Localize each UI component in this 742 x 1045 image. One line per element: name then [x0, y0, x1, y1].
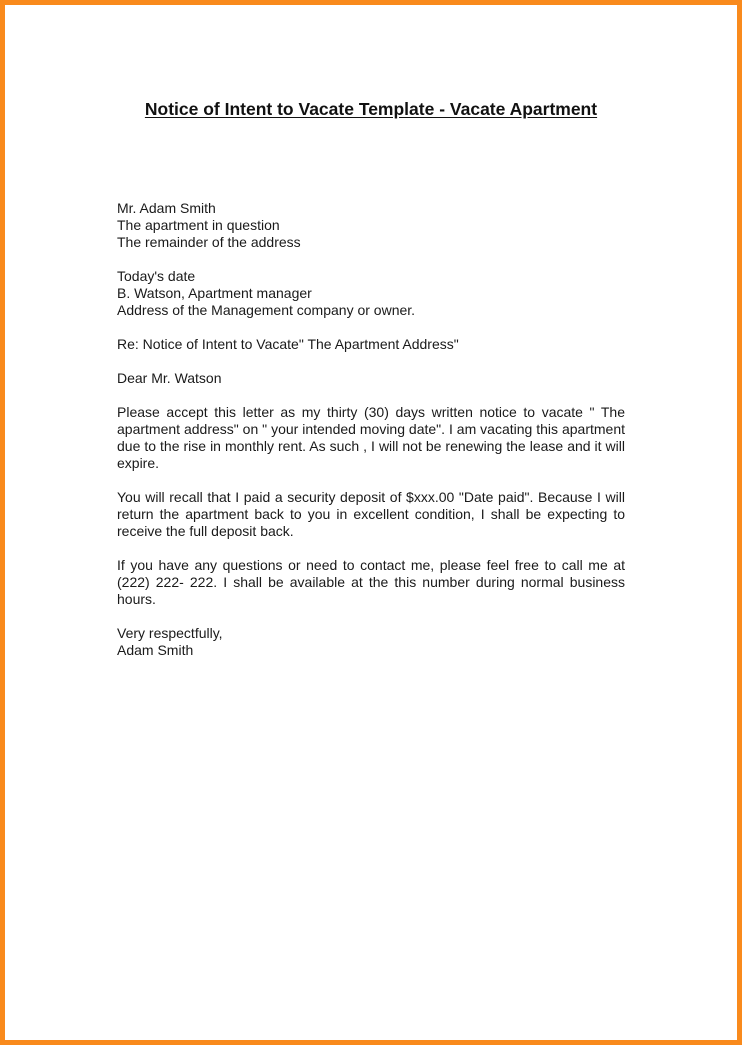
document-title: Notice of Intent to Vacate Template - Vacate Apartment [144, 99, 598, 119]
body-paragraph-contact: If you have any questions or need to contact me, please feel free to call me at (222) 222- 222. I shall be available at the this number during normal business hours. [117, 557, 625, 607]
recipient-address: Address of the Management company or owner. [117, 302, 416, 318]
letter-body [117, 200, 625, 676]
recipient-name: B. Watson, Apartment manager [117, 285, 312, 301]
salutation [117, 370, 625, 387]
subject-line [117, 336, 625, 353]
sender-address-block [117, 200, 625, 251]
sender-address-line-1: The apartment in question [117, 217, 280, 233]
sender-name: Mr. Adam Smith [117, 200, 216, 216]
body-paragraph-notice: Please accept this letter as my thirty (30) days written notice to vacate " The apartment address" on " your intended moving date". I am vacating this apartment due to the rise in monthly rent. As such , I will not be renewing the lease and it will expire. [117, 404, 625, 471]
closing-text: Very respectfully, [117, 625, 223, 641]
letter-date: Today's date [117, 268, 196, 284]
recipient-address-block [117, 268, 625, 319]
subject-text: Re: Notice of Intent to Vacate" The Apartment Address" [117, 336, 459, 352]
body-paragraph-deposit: You will recall that I paid a security deposit of $xxx.00 "Date paid". Because I will return the apartment back to you in excellent condition, I shall be expecting to receive the full deposit back. [117, 489, 625, 539]
signature-name: Adam Smith [117, 642, 194, 658]
closing-block [117, 625, 625, 659]
sender-address-line-2: The remainder of the address [117, 234, 301, 250]
salutation-text: Dear Mr. Watson [117, 370, 222, 386]
